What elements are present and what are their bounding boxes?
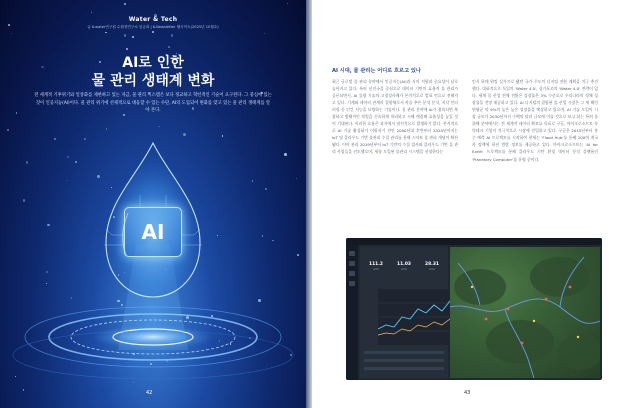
sparkle-dot xyxy=(168,46,170,48)
stat-card xyxy=(391,259,417,275)
terrain-map xyxy=(450,247,600,378)
stat-card xyxy=(363,259,389,275)
menu-icon xyxy=(349,251,355,256)
progress-track xyxy=(364,367,444,370)
body-column-right: 인식 하에 워킹 실가프로 됐던 국가 주도의 디지털 전환 계획을 적극 추진했다. 대표적으로 독일의 'Water 4.0', 싱가포르의 'Water 4.0' 전략이 있다. 세계 물 산업 전체 전환은 성장률은 3% 수준으로 우리나라의 정체 성장률을 전망 제공하고 있다. AI 디지털의 결합된 물 산업 시장은 그 새 해인 연평균 약 9%의 높은 높은 성장률을 예상하고 있으며, AI 기술 도입이 시장 규모가 2030년까지 수백억 달러 규모에 이를 것으로 보고 되는 특히 물 위해 분야에서는 전 세계적 데이터 확보를 목표로 구글, 마이크로소프트 등 빅테크 기업이 적극적으로 시장에 진입하고 있다. 구글은 2015년부터 홍수 예측 AI 프로젝트를 시작하여 현재는 'Flood Hub'를 통해 100여 개국 카 정책에 하천 범람 정보를 제공하고 있다. 마이크로소프트는 'AI for Earth' 프로젝트를 통해 클라우드 기반 환경 데이터 분석 플랫폼인 'Planetary Computer'를 운영 중이다. xyxy=(472,79,598,162)
page-number: 42 xyxy=(146,390,153,396)
sparkle-dot xyxy=(171,34,174,37)
sparkle-dot xyxy=(23,389,25,391)
stat-card xyxy=(419,259,445,275)
dashboard-line-chart xyxy=(378,289,458,345)
sparkle-dot xyxy=(126,48,128,50)
section-heading: AI 시대, 물 관리는 어디로 흐르고 있나 xyxy=(332,68,421,74)
stat-unit: mm xyxy=(429,267,435,271)
stat-unit: mm xyxy=(401,267,407,271)
article-title-line2: 물 관리 생태계 변화 xyxy=(91,73,215,89)
sparkle-dot xyxy=(152,31,154,33)
layers-icon xyxy=(349,261,355,266)
dashboard-sidebar xyxy=(346,245,358,380)
river-network-map xyxy=(450,247,600,378)
article-lead: 전 세계적 기후위기와 일상화를 제한하고 있는 지금, 물 관리 시스템은 보다 정교하고 혁신적인 기술이 요구된다. 그 중심에 있는 것이 인공지능(AI)이다. 물 관리 위기에 선제적으로 대응할 수 있는 수단, AI의 도입되어 변화를 맞고 있는 물 관리 생태계를 알아 본다. xyxy=(34,93,272,114)
dashboard-stats-panel xyxy=(360,247,448,378)
progress-track xyxy=(364,359,444,362)
section-kicker: Water & Tech xyxy=(128,16,178,23)
water-dashboard-screenshot xyxy=(346,238,602,380)
sparkle-dot xyxy=(11,33,12,34)
dashboard-topbar xyxy=(346,238,602,245)
stat-value: 11.03 xyxy=(397,262,411,267)
sparkle-dot xyxy=(124,3,126,5)
stat-value: 28.31 xyxy=(425,262,439,267)
chart-icon xyxy=(349,271,355,276)
ai-water-illustration xyxy=(0,125,306,385)
sparkle-dot xyxy=(287,3,288,4)
sparkle-dot xyxy=(132,36,134,38)
sparkle-dot xyxy=(91,12,92,13)
page-header-area xyxy=(332,0,604,52)
stat-value: 111.2 xyxy=(369,262,383,267)
sparkle-dot xyxy=(264,33,265,34)
body-column-left: 최근 글로벌 물 관리 분야에서 인공지능(AI)과 사이 적합과 중요성이 날로 높아지고 있다. 특히 선진국을 중심으로 데이터 기반의 효율적 물 관리가 공론되면서, AI 물량 기술의 고경성사례가 본격적으로 발표 언으로 전해지고 있다. 기계와 데이터 관계의 결합체로서 학습 추론 분석 분석, 지각 인터러링 등 인간 지능을 모방하는 기술이다. 물 관리 분야에 AI가 접목되면 복잡하고 방해적인 작업을 신속하게 처리하고 시해 예결해 효율성을 높일 것이 기대된다. 이러한 흐름은 과거에서 점진적으로 발생하기 않다. 본격적으로 AI 기술 활성화가 이뤄지기 전인 2000년대 후반부터 2020년까지는 IoT 및 클라우드 기반 물관리 수집 관리를 통해 스마트 물 관리 개념이 확산됐다. 이어 관리 2019년부터 IoT 기반의 수질 검사와 클라우드 기반 물 관리 사업들을 선도했으며, 새롭 도입된 물관리 시스템을 선정한다는 xyxy=(332,79,458,155)
ai-chip-icon: AI xyxy=(124,207,182,257)
progress-track xyxy=(364,351,444,354)
article-byline: 글 K-water연구원 수환경연구소 임금희 | K-Newsletter 웹사이트(2025년 10월호) xyxy=(87,25,219,29)
article-title-line1: AI로 인한 xyxy=(122,55,184,71)
sparkle-dot xyxy=(16,112,18,114)
sparkle-dot xyxy=(124,34,127,37)
stat-unit: mm xyxy=(373,267,379,271)
sparkle-dot xyxy=(105,32,107,34)
page-number: 43 xyxy=(464,390,471,396)
right-page xyxy=(312,0,618,408)
settings-icon xyxy=(349,281,355,286)
left-page xyxy=(0,0,306,408)
